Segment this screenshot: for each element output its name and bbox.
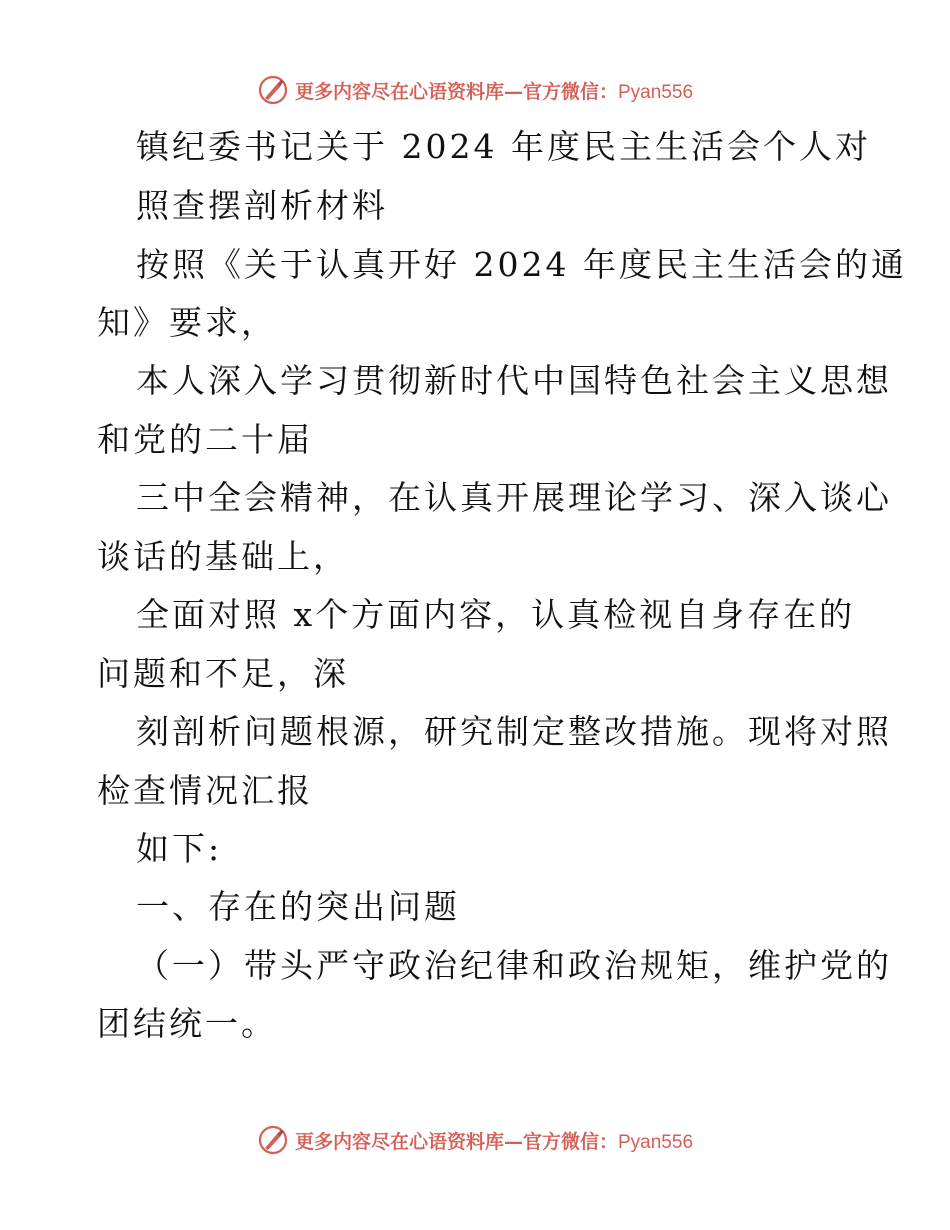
doc-paragraph-line: 检查情况汇报: [97, 771, 313, 810]
footer-watermark: [0, 1122, 950, 1158]
doc-paragraph-line: 谈话的基础上，: [97, 537, 349, 576]
watermark-text: 更多内容尽在心语资料库—官方微信：Pyan556: [294, 80, 694, 103]
header-watermark: [0, 72, 950, 108]
doc-paragraph-line: 按照《关于认真开好 2024 年度民主生活会的通: [136, 245, 907, 284]
subsection-heading-cont: 团结统一。: [97, 1004, 277, 1043]
section-heading: 一、存在的突出问题: [136, 887, 460, 926]
doc-title-line-1: 镇纪委书记关于 2024 年度民主生活会个人对: [136, 127, 871, 166]
doc-paragraph-line: 问题和不足，深: [97, 654, 349, 693]
doc-title-line-2: 照查摆剖析材料: [136, 186, 388, 225]
doc-paragraph-line: 如下:: [136, 829, 223, 868]
doc-paragraph-line: 三中全会精神，在认真开展理论学习、深入谈心: [136, 478, 892, 517]
watermark-handle: Pyan556: [618, 1131, 694, 1153]
doc-paragraph-line: 刻剖析问题根源，研究制定整改措施。现将对照: [136, 712, 892, 751]
doc-paragraph-line: 知》要求，: [97, 303, 277, 342]
pen-logo-icon: [257, 74, 289, 106]
doc-paragraph-line: 和党的二十届: [97, 420, 313, 459]
watermark-text: 更多内容尽在心语资料库—官方微信：Pyan556: [294, 1130, 694, 1153]
doc-paragraph-line: 本人深入学习贯彻新时代中国特色社会主义思想: [136, 361, 892, 400]
subsection-heading: （一）带头严守政治纪律和政治规矩，维护党的: [136, 946, 892, 985]
pen-logo-icon: [257, 1124, 289, 1156]
watermark-handle: Pyan556: [618, 81, 694, 103]
doc-paragraph-line: 全面对照 x个方面内容，认真检视自身存在的: [136, 595, 856, 634]
